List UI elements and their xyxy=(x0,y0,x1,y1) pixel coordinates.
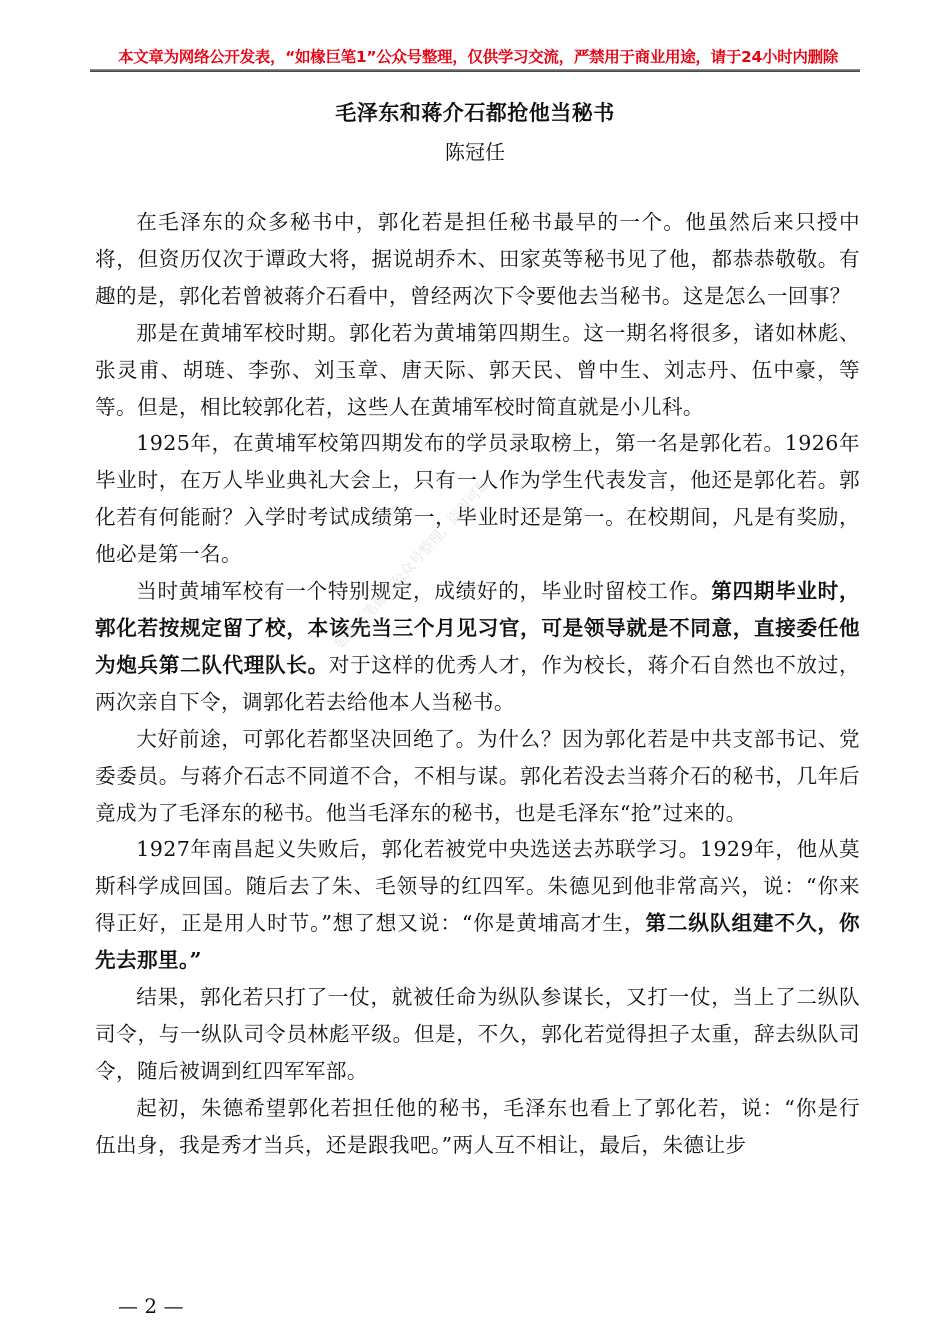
emphasis-text: 第四期毕业时，郭化若按规定留了校，本该先当三个月见习官，可是领导就是不同意，直接委任他为炮兵第二队代理队长。 xyxy=(95,579,860,677)
article-author: 陈冠任 xyxy=(445,140,505,164)
watermark: 如椽巨笔微信公众号整理，盗用可耻 xyxy=(332,475,495,653)
paragraph: 起初，朱德希望郭化若担任他的秘书，毛泽东也看上了郭化若，说：“你是行伍出身，我是秀才当兵，还是跟我吧。”两人互不相让，最后，朱德让步 xyxy=(95,1095,860,1157)
copyright-banner: 本文章为网络公开发表，“如椽巨笔1”公众号整理，仅供学习交流，严禁用于商业用途，请于24小时内删除 xyxy=(117,48,839,66)
paragraph xyxy=(95,831,860,979)
page-number: — 2 — xyxy=(118,1294,184,1318)
paragraph xyxy=(95,573,860,721)
paragraph: 在毛泽东的众多秘书中，郭化若是担任秘书最早的一个。他虽然后来只授中将，但资历仅次于谭政大将，据说胡乔木、田家英等秘书见了他，都恭恭敬敬。有趣的是，郭化若曾被蒋介石看中，曾经两次下令要他去当秘书。这是怎么一回事？ xyxy=(95,210,860,308)
paragraph: 那是在黄埔军校时期。郭化若为黄埔第四期生。这一期名将很多，诸如林彪、张灵甫、胡琏、李弥、刘玉章、唐天际、郭天民、曾中生、刘志丹、伍中豪，等等。但是，相比较郭化若，这些人在黄埔军校时简直就是小儿科。 xyxy=(95,320,860,419)
emphasis-text: 第二纵队组建不久，你先去那里。” xyxy=(95,911,860,973)
paragraph-text: 对于这样的优秀人才，作为校长，蒋介石自然也不放过，两次亲自下令，调郭化若去给他本人当秘书。 xyxy=(95,652,860,714)
paragraph: 结果，郭化若只打了一仗，就被任命为纵队参谋长，又打一仗，当上了二纵队司令，与一纵队司令员林彪平级。但是，不久，郭化若觉得担子太重，辞去纵队司令，随后被调到红四军军部。 xyxy=(95,985,860,1083)
paragraph-text: 1927年南昌起义失败后，郭化若被党中央选送去苏联学习。1929年，他从莫斯科学成回国。随后去了朱、毛领导的红四军。朱德见到他非常高兴，说：“你来得正好，正是用人时节。”想了想又说：“你是黄埔高才生， xyxy=(95,837,860,936)
header-rule xyxy=(90,69,860,72)
paragraph: 1925年，在黄埔军校第四期发布的学员录取榜上，第一名是郭化若。1926年毕业时，在万人毕业典礼大会上，只有一人作为学生代表发言，他还是郭化若。郭化若有何能耐？入学时考试成绩第一，毕业时还是第一。在校期间，凡是有奖励，他必是第一名。 xyxy=(95,431,860,567)
article-title: 毛泽东和蒋介石都抢他当秘书 xyxy=(335,100,615,125)
article-body xyxy=(95,204,860,1164)
paragraph: 大好前途，可郭化若都坚决回绝了。为什么？因为郭化若是中共支部书记、党委委员。与蒋介石志不同道不合，不相与谋。郭化若没去当蒋介石的秘书，几年后竟成为了毛泽东的秘书。他当毛泽东的秘书，也是毛泽东“抢”过来的。 xyxy=(95,726,860,825)
paragraph-text: 当时黄埔军校有一个特别规定，成绩好的，毕业时留校工作。 xyxy=(136,579,712,604)
